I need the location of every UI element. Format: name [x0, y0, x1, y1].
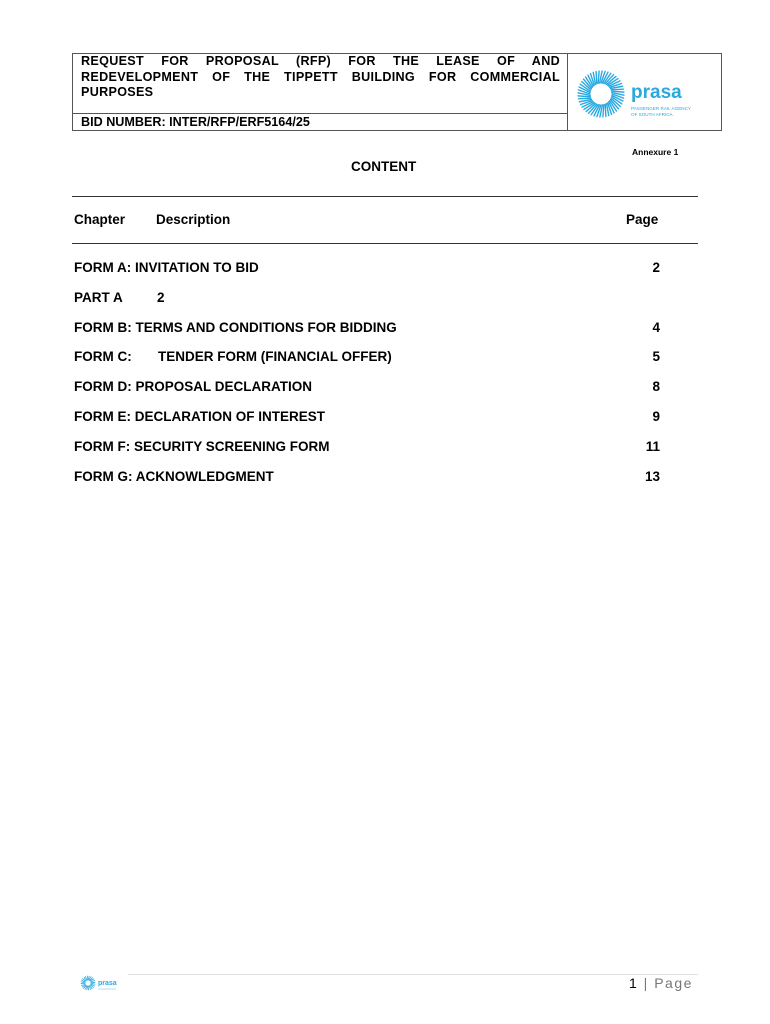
header-divider-vertical — [567, 54, 568, 130]
logo-wordmark: prasa — [631, 82, 682, 103]
annexure-label: Annexure 1 — [632, 147, 679, 157]
toc-page-number: 5 — [652, 349, 660, 364]
toc-item-form-g[interactable] — [74, 469, 660, 487]
toc-item-form-a[interactable] — [74, 260, 660, 278]
footer-rule — [128, 974, 698, 975]
table-top-rule — [72, 196, 698, 197]
page-number: 1 — [629, 975, 639, 991]
toc-label: FORM E: DECLARATION OF INTEREST — [74, 409, 325, 424]
bid-number: BID NUMBER: INTER/RFP/ERF5164/25 — [81, 115, 310, 129]
toc-item-part-a[interactable] — [74, 290, 660, 308]
page-word: Page — [654, 975, 693, 991]
toc-item-form-d[interactable] — [74, 379, 660, 397]
page-indicator — [629, 975, 693, 991]
logo-tagline-1: PASSENGER RAIL AGENCY — [631, 106, 691, 111]
footer-logo-wordmark: prasa — [98, 980, 117, 987]
toc-label: FORM D: PROPOSAL DECLARATION — [74, 379, 312, 394]
document-header-box — [72, 53, 722, 131]
toc-label: FORM A: INVITATION TO BID — [74, 260, 259, 275]
page-separator: | — [638, 975, 655, 991]
toc-page-number: 13 — [644, 469, 660, 484]
column-header-chapter: Chapter — [74, 212, 126, 227]
toc-label: PART A — [74, 290, 123, 305]
toc-label: FORM C: TENDER FORM (FINANCIAL OFFER) — [74, 349, 392, 364]
toc-page-number: 8 — [652, 379, 660, 394]
column-header-page: Page — [626, 212, 659, 227]
prasa-ring-icon — [573, 66, 718, 122]
toc-item-form-f[interactable] — [74, 439, 660, 457]
toc-item-form-e[interactable] — [74, 409, 660, 427]
toc-label: FORM F: SECURITY SCREENING FORM — [74, 439, 330, 454]
toc-item-form-b[interactable] — [74, 320, 660, 338]
footer-prasa-ring-icon — [80, 973, 124, 997]
prasa-logo — [573, 66, 718, 122]
toc-label: FORM G: ACKNOWLEDGMENT — [74, 469, 274, 484]
toc-item-form-c[interactable] — [74, 349, 660, 367]
table-header-rule — [72, 243, 698, 244]
header-divider-horizontal — [73, 113, 567, 114]
column-header-description: Description — [156, 212, 231, 227]
toc-page-number: 2 — [157, 290, 165, 305]
toc-page-number: 9 — [652, 409, 660, 424]
toc-page-number: 2 — [652, 260, 660, 275]
footer-prasa-logo — [80, 973, 124, 997]
content-heading: CONTENT — [351, 159, 417, 174]
logo-tagline-2: OF SOUTH AFRICA — [631, 112, 673, 117]
toc-label: FORM B: TERMS AND CONDITIONS FOR BIDDING — [74, 320, 397, 335]
toc-page-number: 4 — [652, 320, 660, 335]
toc-page-number: 11 — [645, 439, 660, 454]
rfp-title: REQUEST FOR PROPOSAL (RFP) FOR THE LEASE OF AND REDEVELOPMENT OF THE TIPPETT BUILDING FOR COMMERCIAL PURPOSES — [81, 54, 560, 99]
